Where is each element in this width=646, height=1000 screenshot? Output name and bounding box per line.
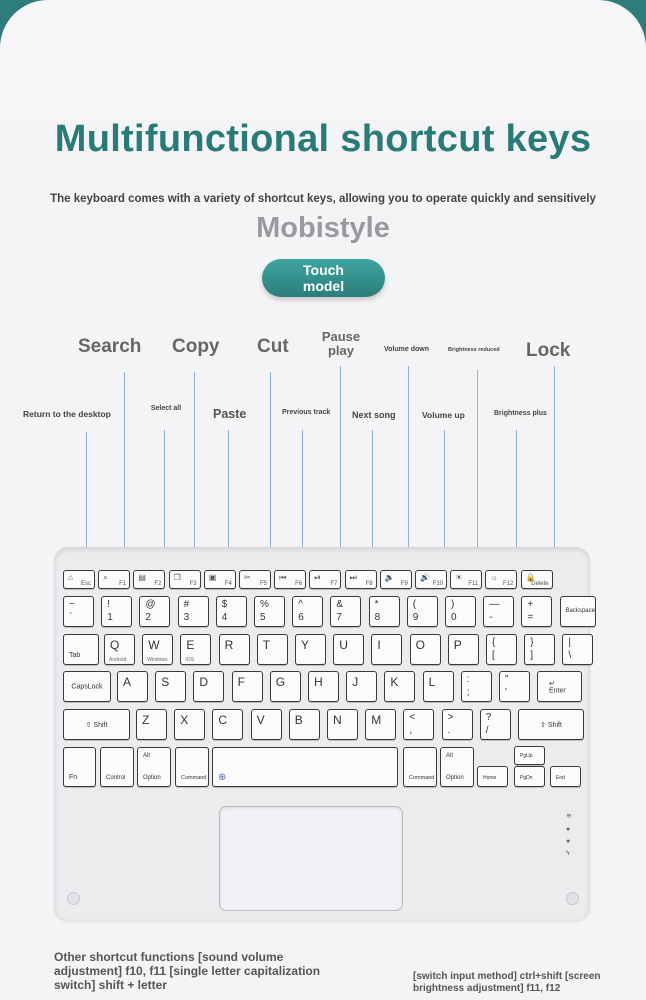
key-label: Command bbox=[181, 775, 207, 781]
key-f7[interactable] bbox=[309, 570, 341, 589]
key-delete[interactable] bbox=[521, 570, 553, 589]
key-label: Option bbox=[143, 775, 161, 781]
key-u[interactable] bbox=[333, 634, 364, 665]
key-char: N bbox=[333, 713, 342, 727]
key-top-char: & bbox=[336, 599, 344, 610]
key-label: F2 bbox=[154, 581, 162, 587]
key-label: F10 bbox=[432, 581, 443, 587]
key-f12[interactable] bbox=[485, 570, 517, 589]
key-char: C bbox=[218, 713, 228, 727]
key-top-char: > bbox=[447, 712, 454, 723]
callout-volume-up: Volume up bbox=[422, 410, 465, 420]
globe-icon: ⊕ bbox=[218, 772, 227, 783]
key-j[interactable] bbox=[346, 671, 377, 702]
key-bottom-char: 3 bbox=[183, 612, 190, 623]
key-5[interactable] bbox=[254, 596, 285, 627]
key-bottom-char: 1 bbox=[107, 612, 113, 623]
page-subtitle: The keyboard comes with a variety of shortcut keys, allowing you to operate quickly and sensitively bbox=[50, 193, 596, 205]
key-top-char: % bbox=[260, 599, 269, 610]
key-os-label: Android bbox=[109, 657, 127, 663]
key-bottom-char: = bbox=[527, 612, 534, 623]
key-char: M bbox=[371, 713, 382, 727]
key-shift-right[interactable] bbox=[518, 709, 584, 740]
key-f10[interactable] bbox=[415, 570, 447, 589]
key-top-char: " bbox=[505, 674, 509, 685]
key-esc[interactable] bbox=[63, 570, 95, 589]
key-os-label: IOS bbox=[185, 657, 195, 663]
key-f2[interactable] bbox=[133, 570, 165, 589]
callout-search: Search bbox=[78, 336, 142, 357]
key-d[interactable] bbox=[193, 671, 224, 702]
touch-model-pill bbox=[262, 259, 385, 297]
lock-icon: 🔒 bbox=[525, 573, 536, 582]
key-capslock[interactable] bbox=[63, 671, 111, 702]
key-label: F8 bbox=[365, 581, 373, 587]
key-bottom-char: - bbox=[489, 612, 493, 623]
key-e[interactable] bbox=[180, 634, 211, 665]
key-label: F11 bbox=[468, 581, 479, 587]
key-top-char: | bbox=[568, 637, 571, 648]
key-w[interactable] bbox=[142, 634, 173, 665]
key-k[interactable] bbox=[384, 671, 415, 702]
key-h[interactable] bbox=[308, 671, 339, 702]
callout-brightness-plus: Brightness plus bbox=[494, 410, 547, 417]
touchpad[interactable] bbox=[219, 806, 403, 911]
key-top-char: { bbox=[492, 637, 496, 648]
key-0[interactable] bbox=[445, 596, 476, 627]
volume-down-icon: 🔉 bbox=[384, 573, 395, 582]
touch-model-label: Touch model bbox=[302, 262, 345, 294]
key-tab[interactable] bbox=[63, 634, 99, 665]
key-char: B bbox=[294, 713, 303, 727]
key-enter[interactable] bbox=[537, 671, 582, 702]
key-char: L bbox=[428, 675, 436, 689]
screw-left bbox=[67, 892, 80, 905]
key-i[interactable] bbox=[371, 634, 402, 665]
key-3[interactable] bbox=[178, 596, 209, 627]
key-backspace[interactable] bbox=[560, 596, 596, 627]
key-f3[interactable] bbox=[169, 570, 201, 589]
key-char: R bbox=[224, 638, 234, 652]
key-label: Option bbox=[446, 775, 464, 781]
key-label: ⇧ Shift bbox=[85, 721, 108, 729]
key-r[interactable] bbox=[219, 634, 250, 665]
footer-left-note: Other shortcut functions [sound volume adjustment] f10, f11 [single letter capitalization switch] shift + letter bbox=[54, 950, 321, 992]
key-top-char: + bbox=[527, 599, 534, 610]
key-bottom-char: Backspace bbox=[565, 608, 595, 614]
key-bottom-char: 8 bbox=[374, 612, 381, 623]
key-top-char: — bbox=[489, 599, 500, 610]
key-bottom-char: / bbox=[485, 725, 489, 736]
search-icon: ⌕ bbox=[103, 573, 108, 582]
key-option-right[interactable] bbox=[440, 747, 474, 787]
key-quote[interactable] bbox=[499, 671, 530, 702]
key-label: Tab bbox=[69, 652, 81, 659]
key-bottom-char: 6 bbox=[298, 612, 304, 623]
key-6[interactable] bbox=[292, 596, 323, 627]
key-char: O bbox=[415, 638, 425, 652]
key-f1[interactable] bbox=[98, 570, 130, 589]
key-p[interactable] bbox=[448, 634, 479, 665]
key-][interactable] bbox=[524, 634, 555, 665]
key-bottom-char: 5 bbox=[260, 612, 266, 623]
key-alt: Alt bbox=[143, 753, 151, 759]
key-char: P bbox=[453, 638, 462, 652]
key-=[interactable] bbox=[521, 596, 552, 627]
key-bottom-char: \ bbox=[568, 650, 572, 661]
key-top-char: $ bbox=[221, 599, 228, 610]
key-end[interactable] bbox=[550, 766, 581, 787]
key-shift-left[interactable] bbox=[63, 709, 130, 740]
key-alt: Alt bbox=[446, 753, 454, 759]
key-`[interactable] bbox=[63, 596, 94, 627]
key-control[interactable] bbox=[100, 747, 134, 787]
callout-lock: Lock bbox=[526, 340, 571, 361]
cut-icon: ✂ bbox=[244, 573, 251, 582]
key-f9[interactable] bbox=[380, 570, 412, 589]
key-command-right[interactable] bbox=[403, 747, 437, 787]
key-top-char: # bbox=[183, 599, 190, 610]
key-top-char: ! bbox=[107, 599, 110, 610]
key-char: J bbox=[352, 675, 359, 689]
key-n[interactable] bbox=[327, 709, 358, 740]
key-f11[interactable] bbox=[450, 570, 482, 589]
callout-next-song: Next song bbox=[352, 410, 396, 420]
key-z[interactable] bbox=[136, 709, 167, 740]
key-label: Esc bbox=[80, 581, 91, 587]
leader-line-copy bbox=[194, 372, 195, 570]
key-label: Control bbox=[106, 775, 126, 781]
key-char: K bbox=[390, 675, 399, 689]
callout-return-desktop: Return to the desktop bbox=[23, 409, 111, 419]
key-top-char: * bbox=[374, 599, 379, 610]
select-all-icon: ▤ bbox=[138, 573, 146, 582]
key-label: F6 bbox=[295, 581, 303, 587]
leader-line-cut bbox=[270, 372, 271, 570]
key-char: E bbox=[186, 638, 195, 652]
key-label: ↵ Enter bbox=[548, 680, 566, 694]
key-7[interactable] bbox=[330, 596, 361, 627]
page-title: Multifunctional shortcut keys bbox=[54, 118, 592, 160]
key-bottom-char: ' bbox=[505, 687, 507, 698]
play-pause-icon: ⏯ bbox=[314, 573, 321, 582]
callout-previous-track: Previous track bbox=[282, 409, 331, 416]
key-label: Delete bbox=[531, 581, 549, 587]
key-char: T bbox=[262, 638, 271, 652]
key-char: H bbox=[314, 675, 323, 689]
callout-select-all: Select all bbox=[150, 405, 182, 412]
key-top-char: : bbox=[466, 674, 470, 685]
power-indicator-icon: ● bbox=[566, 826, 571, 833]
key-label: F3 bbox=[189, 581, 197, 587]
key-char: U bbox=[339, 638, 348, 652]
callout-volume-down: Volume down bbox=[384, 346, 429, 353]
key-space[interactable] bbox=[212, 747, 398, 787]
key-c[interactable] bbox=[212, 709, 243, 740]
key-l[interactable] bbox=[423, 671, 454, 702]
home-icon: ⌂ bbox=[68, 573, 73, 582]
key-o[interactable] bbox=[410, 634, 441, 665]
key-f5[interactable] bbox=[239, 570, 271, 589]
paste-icon: ▣ bbox=[208, 573, 217, 582]
leader-line-lock bbox=[554, 366, 555, 570]
key-label: CapsLock bbox=[71, 683, 103, 690]
key-char: Q bbox=[110, 638, 120, 652]
key-a[interactable] bbox=[117, 671, 148, 702]
callout-cut: Cut bbox=[257, 336, 289, 357]
key-2[interactable] bbox=[139, 596, 170, 627]
key-top-char: ) bbox=[451, 599, 455, 610]
callout-copy: Copy bbox=[172, 336, 220, 357]
key-gt[interactable] bbox=[442, 709, 473, 740]
charging-indicator-icon: ϟ bbox=[566, 850, 570, 857]
key-1[interactable] bbox=[101, 596, 132, 627]
key-bottom-char: . bbox=[447, 725, 451, 736]
key-bottom-char: [ bbox=[492, 650, 495, 661]
key-option-left[interactable] bbox=[137, 747, 171, 787]
key-g[interactable] bbox=[270, 671, 301, 702]
key-top-char: ~ bbox=[69, 599, 75, 610]
key-semicolon[interactable] bbox=[461, 671, 492, 702]
key-char: D bbox=[199, 675, 209, 689]
key-command-left[interactable] bbox=[175, 747, 209, 787]
key-x[interactable] bbox=[174, 709, 205, 740]
callout-brightness-reduced: Brightness reduced bbox=[448, 347, 500, 353]
callout-paste: Paste bbox=[213, 407, 247, 421]
key-bottom-char: ] bbox=[530, 650, 533, 661]
key-label: F1 bbox=[119, 581, 127, 587]
copy-icon: ❐ bbox=[173, 573, 181, 582]
wifi-indicator-icon: ≋ bbox=[566, 813, 572, 820]
key-label: End bbox=[556, 775, 565, 781]
brightness-up-icon: ☼ bbox=[490, 573, 498, 582]
key-label: Command bbox=[409, 775, 435, 781]
callout-pause-play: Pause play bbox=[321, 329, 361, 358]
leader-line-search bbox=[124, 372, 125, 570]
key-char: S bbox=[161, 675, 170, 689]
key-label: ⇧ Shift bbox=[540, 721, 562, 729]
key-f6[interactable] bbox=[274, 570, 306, 589]
key-bottom-char: ` bbox=[69, 612, 73, 623]
key-home[interactable] bbox=[477, 766, 508, 787]
key-bottom-char: 7 bbox=[336, 612, 342, 623]
key-label: Fn bbox=[69, 774, 78, 781]
brand-name: Mobistyle bbox=[256, 212, 390, 244]
capslock-indicator-icon: ● bbox=[566, 838, 571, 845]
key-top-char: ^ bbox=[298, 599, 303, 610]
key-char: X bbox=[180, 713, 189, 727]
key-char: V bbox=[256, 713, 265, 727]
key-bottom-char: ; bbox=[466, 687, 470, 698]
key-top-char: < bbox=[409, 712, 416, 723]
key-char: F bbox=[237, 675, 245, 689]
key-top-char: ( bbox=[412, 599, 417, 610]
key-char: Y bbox=[301, 638, 310, 652]
key-label: F12 bbox=[503, 581, 514, 587]
leader-line-pause bbox=[340, 366, 341, 570]
volume-up-icon: 🔊 bbox=[420, 573, 430, 582]
leader-line-volume-down bbox=[408, 366, 409, 570]
key-t[interactable] bbox=[257, 634, 288, 665]
key-s[interactable] bbox=[155, 671, 186, 702]
key-char: W bbox=[148, 638, 160, 652]
key-y[interactable] bbox=[295, 634, 326, 665]
key-bottom-char: 2 bbox=[145, 612, 151, 623]
key-pgdn[interactable] bbox=[514, 766, 545, 787]
top-panel bbox=[0, 0, 646, 120]
key--[interactable] bbox=[483, 596, 514, 627]
key-lt[interactable] bbox=[403, 709, 434, 740]
next-track-icon: ⏭ bbox=[349, 573, 357, 582]
key-question[interactable] bbox=[480, 709, 511, 740]
key-char: A bbox=[123, 675, 132, 689]
key-label: F9 bbox=[400, 581, 408, 587]
key-label: Home bbox=[483, 775, 497, 781]
key-f[interactable] bbox=[232, 671, 263, 702]
key-label: F5 bbox=[259, 581, 267, 587]
key-top-char: ? bbox=[485, 712, 492, 723]
key-fn[interactable] bbox=[63, 747, 96, 787]
key-char: I bbox=[377, 638, 381, 652]
key-\[interactable] bbox=[562, 634, 593, 665]
key-q[interactable] bbox=[104, 634, 135, 665]
key-f8[interactable] bbox=[345, 570, 377, 589]
footer-right-note: [switch input method] ctrl+shift [screen brightness adjustment] f11, f12 bbox=[413, 971, 601, 994]
key-label: F7 bbox=[330, 581, 338, 587]
key-os-label: Windows bbox=[147, 657, 168, 663]
previous-track-icon: ⏮ bbox=[279, 573, 287, 582]
key-4[interactable] bbox=[216, 596, 247, 627]
key-bottom-char: 9 bbox=[412, 612, 419, 623]
key-v[interactable] bbox=[251, 709, 282, 740]
key-pgup[interactable] bbox=[514, 746, 545, 765]
key-label: PgUp bbox=[520, 753, 533, 759]
leader-line-brightness-reduced bbox=[477, 370, 478, 570]
key-[[interactable] bbox=[486, 634, 517, 665]
key-bottom-char: 4 bbox=[221, 612, 228, 623]
key-b[interactable] bbox=[289, 709, 320, 740]
key-m[interactable] bbox=[365, 709, 396, 740]
screw-right bbox=[566, 892, 579, 905]
key-8[interactable] bbox=[369, 596, 400, 627]
key-f4[interactable] bbox=[204, 570, 236, 589]
key-top-char: @ bbox=[145, 599, 156, 610]
key-bottom-char: 0 bbox=[451, 612, 457, 623]
key-label: F4 bbox=[224, 581, 232, 587]
key-char: G bbox=[275, 675, 286, 689]
key-char: Z bbox=[142, 713, 150, 727]
key-label: PgDn bbox=[520, 775, 533, 781]
brightness-down-icon: ☀ bbox=[455, 573, 463, 582]
key-9[interactable] bbox=[407, 596, 438, 627]
key-top-char: } bbox=[530, 637, 534, 648]
key-bottom-char: , bbox=[409, 725, 413, 736]
